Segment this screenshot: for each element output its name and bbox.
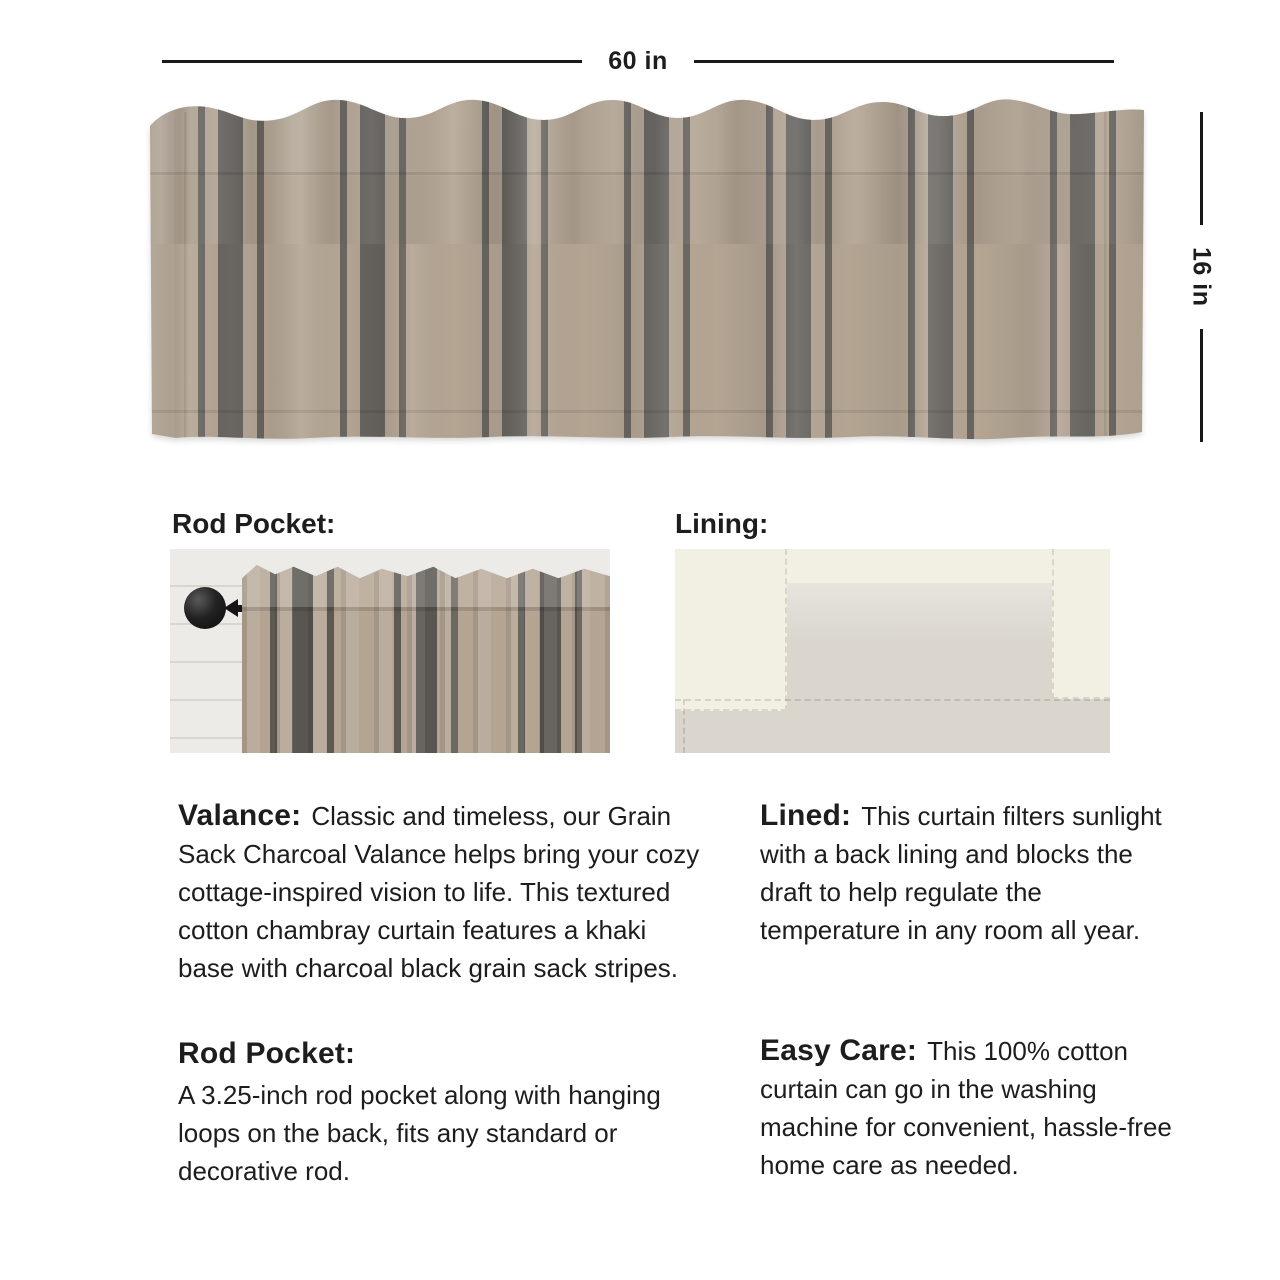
valance-illustration <box>140 84 1150 462</box>
valance-description <box>178 797 703 987</box>
lined-description-heading: Lined: <box>760 799 852 832</box>
rod-pocket-photo <box>170 549 610 753</box>
curtain-rod-finial <box>184 587 226 629</box>
width-dimension-line-right <box>694 60 1114 63</box>
rod-pocket-description-heading: Rod Pocket: <box>178 1037 356 1070</box>
rod-pocket-description-text: A 3.25-inch rod pocket along with hanging loops on the back, fits any standard or decorative rod. <box>178 1080 661 1186</box>
rod-pocket-figure-label: Rod Pocket: <box>172 508 336 539</box>
height-dimension-line-bottom <box>1200 329 1203 442</box>
width-dimension <box>162 48 1114 74</box>
lined-description-text: This curtain filters sunlight with a back lining and blocks the draft to help regulate the temperature in any room all year. <box>760 801 1162 945</box>
easy-care-description-text: This 100% cotton curtain can go in the washing machine for convenient, hassle-free home care as needed. <box>760 1036 1172 1180</box>
lining-right-tab <box>1052 549 1110 699</box>
valance-product-image <box>140 84 1150 462</box>
width-dimension-label: 60 in <box>608 46 668 75</box>
lining-fabric <box>787 583 1052 643</box>
height-dimension-line-top <box>1200 112 1203 225</box>
lining-stitch-line-vertical <box>683 699 685 753</box>
height-dimension-label: 16 in <box>1187 247 1216 307</box>
lining-stitch-line-horizontal <box>675 699 1110 701</box>
easy-care-description <box>760 1032 1190 1184</box>
lined-description <box>760 797 1175 949</box>
height-dimension <box>1184 112 1218 442</box>
lining-left-tab <box>675 549 787 711</box>
lining-figure-label: Lining: <box>675 508 769 539</box>
easy-care-description-heading: Easy Care: <box>760 1034 918 1067</box>
width-dimension-line-left <box>162 60 582 63</box>
lining-photo <box>675 549 1110 753</box>
gathered-curtain-closeup <box>242 563 610 753</box>
valance-description-heading: Valance: <box>178 799 302 832</box>
valance-description-text: Classic and timeless, our Grain Sack Charcoal Valance helps bring your cozy cottage-inspired vision to life. This textured cotton chambray curtain features a khaki base with charcoal black grain sack stripes. <box>178 801 700 983</box>
rod-pocket-description <box>178 1032 703 1190</box>
